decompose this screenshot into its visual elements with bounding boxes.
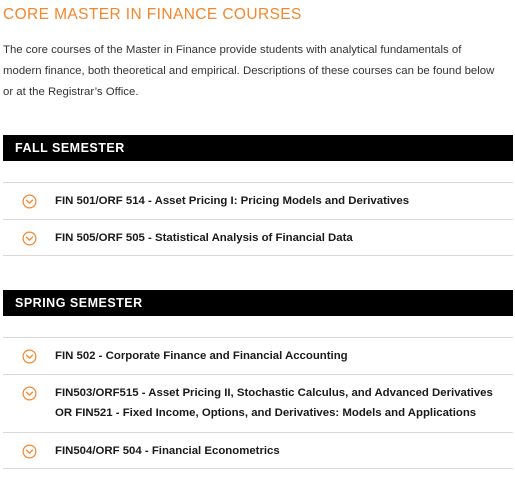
course-label: FIN 501/ORF 514 - Asset Pricing I: Pricing Models and Derivatives bbox=[55, 195, 410, 207]
chevron-down-circle-icon bbox=[22, 444, 37, 459]
chevron-down-circle-icon bbox=[22, 386, 37, 401]
course-label: FIN504/ORF 504 - Financial Econometrics bbox=[55, 445, 280, 457]
course-label: FIN503/ORF515 - Asset Pricing II, Stochastic Calculus, and Advanced Derivatives OR FIN521 - Fixed Income, Options, and Derivatives: Models and Applications bbox=[55, 387, 493, 419]
course-item-fin504[interactable] bbox=[3, 433, 513, 469]
fall-course-list bbox=[3, 182, 513, 256]
spring-course-list bbox=[3, 337, 513, 469]
course-item-fin502[interactable] bbox=[3, 338, 513, 375]
page-title: CORE MASTER IN FINANCE COURSES bbox=[3, 6, 302, 23]
course-label: FIN 502 - Corporate Finance and Financial Accounting bbox=[55, 350, 348, 362]
course-item-fin501[interactable] bbox=[3, 183, 513, 220]
chevron-down-circle-icon bbox=[22, 349, 37, 364]
intro-paragraph: The core courses of the Master in Finance provide students with analytical fundamentals of modern finance, both theoretical and empirical. Descriptions of these courses can be found below or at the Registrar’s Office. bbox=[3, 44, 495, 98]
spring-semester-heading: SPRING SEMESTER bbox=[3, 290, 513, 316]
chevron-down-circle-icon bbox=[22, 231, 37, 246]
course-label: FIN 505/ORF 505 - Statistical Analysis of Financial Data bbox=[55, 232, 353, 244]
chevron-down-circle-icon bbox=[22, 194, 37, 209]
course-item-fin503-fin521[interactable] bbox=[3, 375, 513, 433]
course-item-fin505[interactable] bbox=[3, 220, 513, 256]
fall-semester-heading: FALL SEMESTER bbox=[3, 135, 513, 161]
